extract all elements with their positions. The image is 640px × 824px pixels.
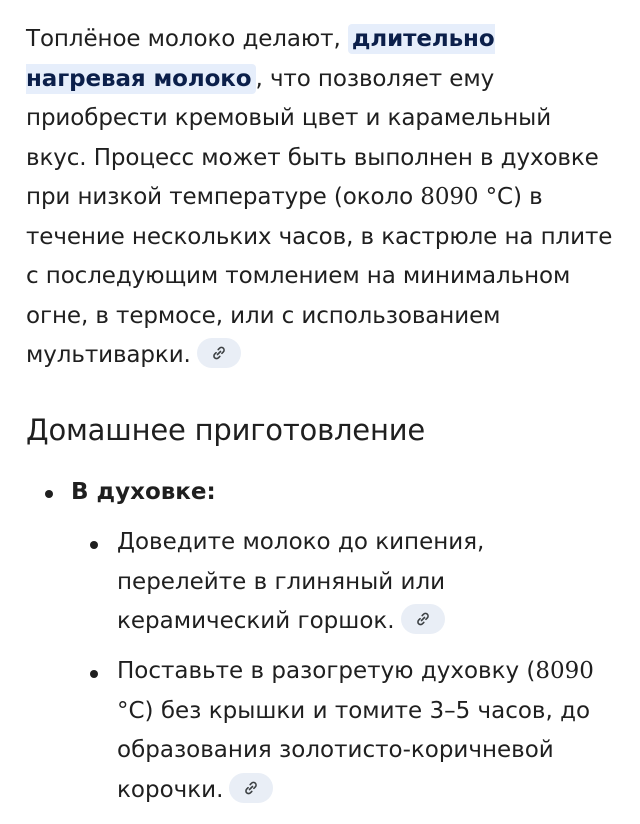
step-1-text: Доведите молоко до кипения, перелейте в глиняный или керамический горшок. [117,529,485,634]
sub-list-item-text [117,523,607,642]
source-link-button[interactable] [401,604,445,634]
intro-text-start: Топлёное молоко делают, [26,26,348,52]
highlighted-phrase[interactable]: длительно нагревая молоко [26,26,495,92]
source-link-button[interactable] [229,773,273,803]
step-2-text-1: Поставьте в разогретую духовку ( [117,658,536,684]
bullet-dot [45,490,53,498]
step-2-text-2: °C) без крышки и томите 3–5 часов, до образования золотисто-коричневой корочки. [117,697,591,803]
list-item-label: В духовке: [71,479,216,505]
bullet-dot [90,541,98,549]
answer-content [26,20,616,803]
link-icon [415,611,431,627]
link-icon [211,345,227,361]
intro-text-1: , что позволяет ему приобрести кремовый цвет и карамельный вкус. Процесс может быть выполнен в духовке при низкой температуре (около [26,65,599,210]
section-heading: Домашнее приготовление [26,413,425,447]
link-icon [243,780,259,796]
sub-list-item-text [117,652,607,810]
intro-paragraph [26,20,616,376]
intro-temperature: 8090 [420,184,479,210]
step-2-temperature: 8090 [535,658,594,684]
intro-text-2: °C) в течение нескольких часов, в кастрюле на плите с последующим томлением на минимальном огне, в термосе, или с использованием мультиварки. [26,184,613,368]
source-link-button[interactable] [197,338,241,368]
bullet-dot [90,670,98,678]
